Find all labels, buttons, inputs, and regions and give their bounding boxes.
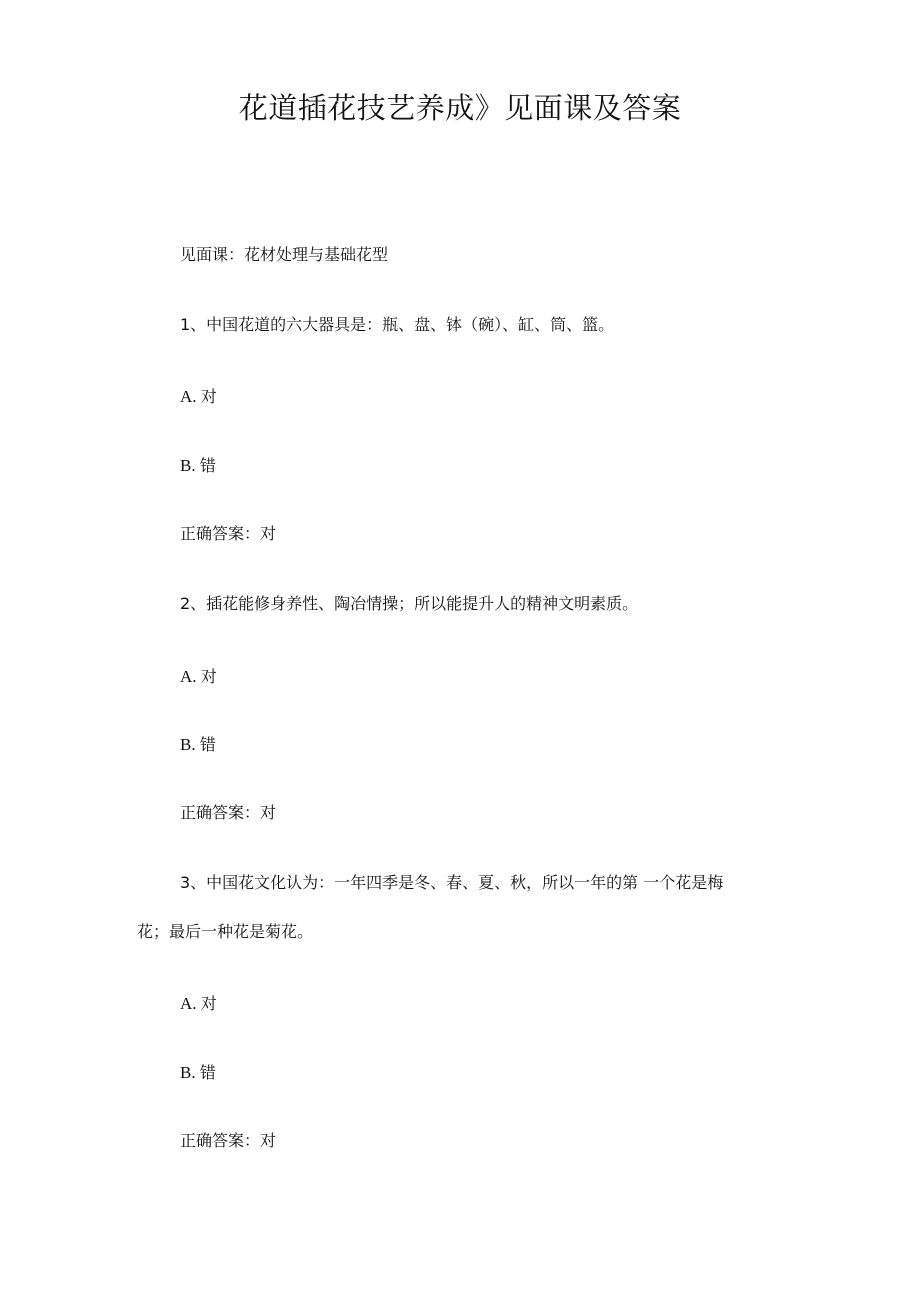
- option-text: 对: [200, 994, 217, 1013]
- question-3-option-b: [180, 1061, 216, 1085]
- option-text: 错: [199, 1063, 216, 1082]
- option-letter: B.: [180, 1063, 196, 1082]
- question-3-prompt: 3、中国花文化认为：一年四季是冬、春、夏、秋，所以一年的第 一个花是梅: [180, 873, 724, 892]
- question-2-option-b: [180, 733, 216, 757]
- option-letter: A.: [180, 994, 197, 1013]
- option-letter: A.: [180, 387, 197, 406]
- option-text: 错: [199, 735, 216, 754]
- question-2-option-a: [180, 665, 217, 689]
- option-letter: B.: [180, 456, 196, 475]
- question-1-answer: 正确答案：对: [180, 524, 277, 543]
- question-1-option-b: [180, 454, 216, 478]
- option-text: 对: [200, 667, 217, 686]
- question-3-option-a: [180, 992, 217, 1016]
- question-1-option-a: [180, 385, 217, 409]
- option-text: 对: [200, 387, 217, 406]
- option-letter: B.: [180, 735, 196, 754]
- question-2-prompt: 2、插花能修身养性、陶冶情操；所以能提升人的精神文明素质。: [180, 594, 639, 613]
- question-2-answer: 正确答案：对: [180, 803, 277, 822]
- option-letter: A.: [180, 667, 197, 686]
- question-3-prompt-continued: 花；最后一种花是菊花。: [137, 922, 314, 941]
- option-text: 错: [199, 456, 216, 475]
- question-1-prompt: 1、中国花道的六大器具是：瓶、盘、钵（碗）、缸、筒、篮。: [180, 315, 615, 334]
- section-heading: 见面课：花材处理与基础花型: [180, 245, 389, 264]
- question-3-answer: 正确答案：对: [180, 1131, 277, 1150]
- page-title: 花道插花技艺养成》见面课及答案: [238, 91, 682, 125]
